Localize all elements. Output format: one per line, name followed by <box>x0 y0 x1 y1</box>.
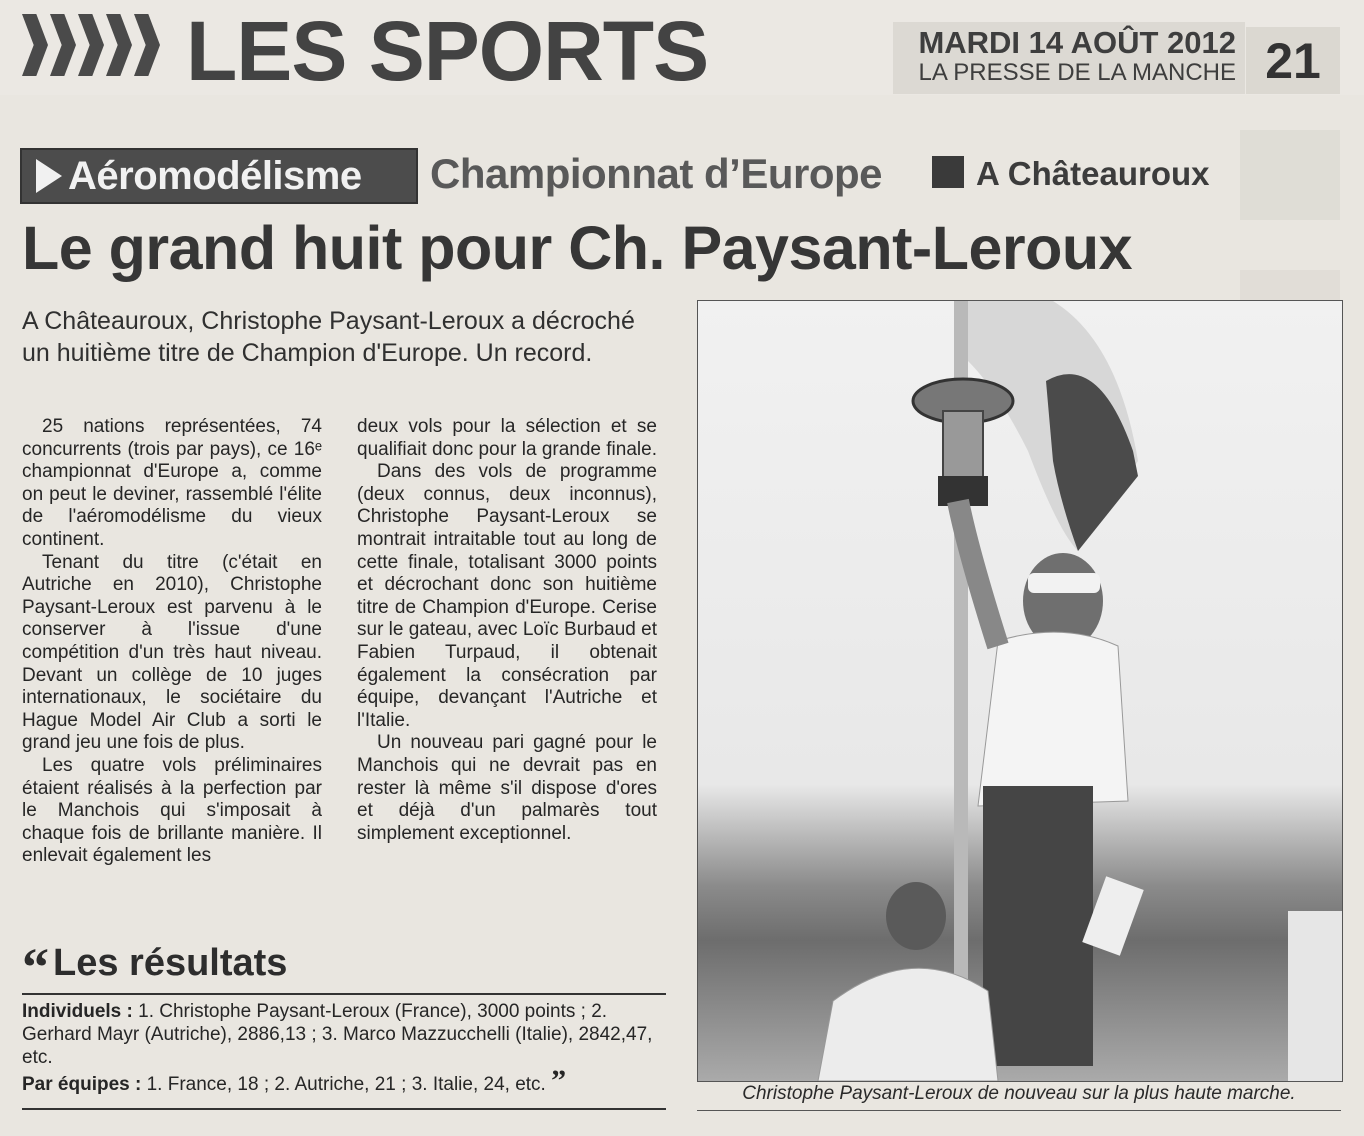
open-quote-icon: “ <box>22 937 49 997</box>
category-label: Aéromodélisme <box>68 153 362 198</box>
section-title: LES SPORTS <box>186 4 709 98</box>
issue-date: MARDI 14 AOÛT 2012 <box>918 25 1236 60</box>
place-label: A Châteauroux <box>976 155 1210 192</box>
paragraph: Les quatre vols préliminaires étaient réalisés à la perfection par le Manchois qui s'imposait à chaque fois de brillante manière. Il enlevait également les <box>22 754 322 867</box>
article-lead: A Châteauroux, Christophe Paysant-Leroux a décroché un huitième titre de Champion d'Europe. Un record. <box>22 307 635 367</box>
paragraph: deux vols pour la sélection et se qualifiait donc pour la grande finale. <box>357 416 657 460</box>
paragraph: 25 nations représentées, 74 concurrents (trois par pays), ce 16ᵉ championnat d'Europe a, comme on peut le deviner, rassemblé l'élite de l'aéromodélisme du vieux continent. <box>22 416 322 550</box>
results-box <box>22 993 666 1110</box>
photo-caption: Christophe Paysant-Leroux de nouveau sur la plus haute marche. <box>742 1083 1296 1104</box>
team-label: Par équipes : <box>22 1074 142 1095</box>
individual-results: 1. Christophe Paysant-Leroux (France), 3000 points ; 2. Gerhard Mayr (Autriche), 2886,13 ; 3. Marco Mazzucchelli (Italie), 2842,47, etc. <box>22 1001 653 1068</box>
podium-photo-illustration <box>698 301 1342 1081</box>
article-photo <box>697 300 1343 1082</box>
play-arrow-icon <box>36 159 62 193</box>
paragraph: Dans des vols de programme (deux connus, deux inconnus), Christophe Paysant-Leroux se montrait intraitable tout au long de cette finale, totalisant 3000 points et décrochant donc son huitième titre de Champion d'Europe. Cerise sur le gateau, avec Loïc Burbaud et Fabien Turpaud, il obtenait également la consécration par équipe, devançant l'Autriche et l'Italie. <box>357 461 657 731</box>
results-heading <box>22 937 288 997</box>
paragraph: Un nouveau pari gagné pour le Manchois qui ne devrait pas en rester là même s'il dispose d'ores et déjà d'un palmarès tout simplement exceptionnel. <box>357 732 657 844</box>
paragraph: Tenant du titre (c'était en Autriche en 2010), Christophe Paysant-Leroux est parvenu à le conserver à l'issue d'une compétition d'un très haut niveau. Devant un collège de 10 juges internationaux, le sociétaire du Hague Model Air Club a sorti le grand jeu une fois de plus. <box>22 551 322 754</box>
newspaper-name: LA PRESSE DE LA MANCHE <box>918 59 1236 86</box>
category-badge <box>20 148 418 204</box>
individual-label: Individuels : <box>22 1001 133 1022</box>
page-number: 21 <box>1246 27 1340 94</box>
bleed-through-block <box>1240 130 1340 220</box>
event-label: Championnat d’Europe <box>430 150 882 197</box>
divider <box>697 1110 1341 1111</box>
close-quote-icon: ” <box>551 1064 567 1097</box>
team-results: 1. France, 18 ; 2. Autriche, 21 ; 3. Italie, 24, etc. <box>141 1074 546 1095</box>
section-chevrons-icon <box>22 14 160 84</box>
square-bullet-icon <box>932 156 964 188</box>
article-headline: Le grand huit pour Ch. Paysant-Leroux <box>22 214 1133 282</box>
article-column-2 <box>357 416 657 845</box>
article-column-1 <box>22 416 322 868</box>
results-title: Les résultats <box>53 942 288 984</box>
